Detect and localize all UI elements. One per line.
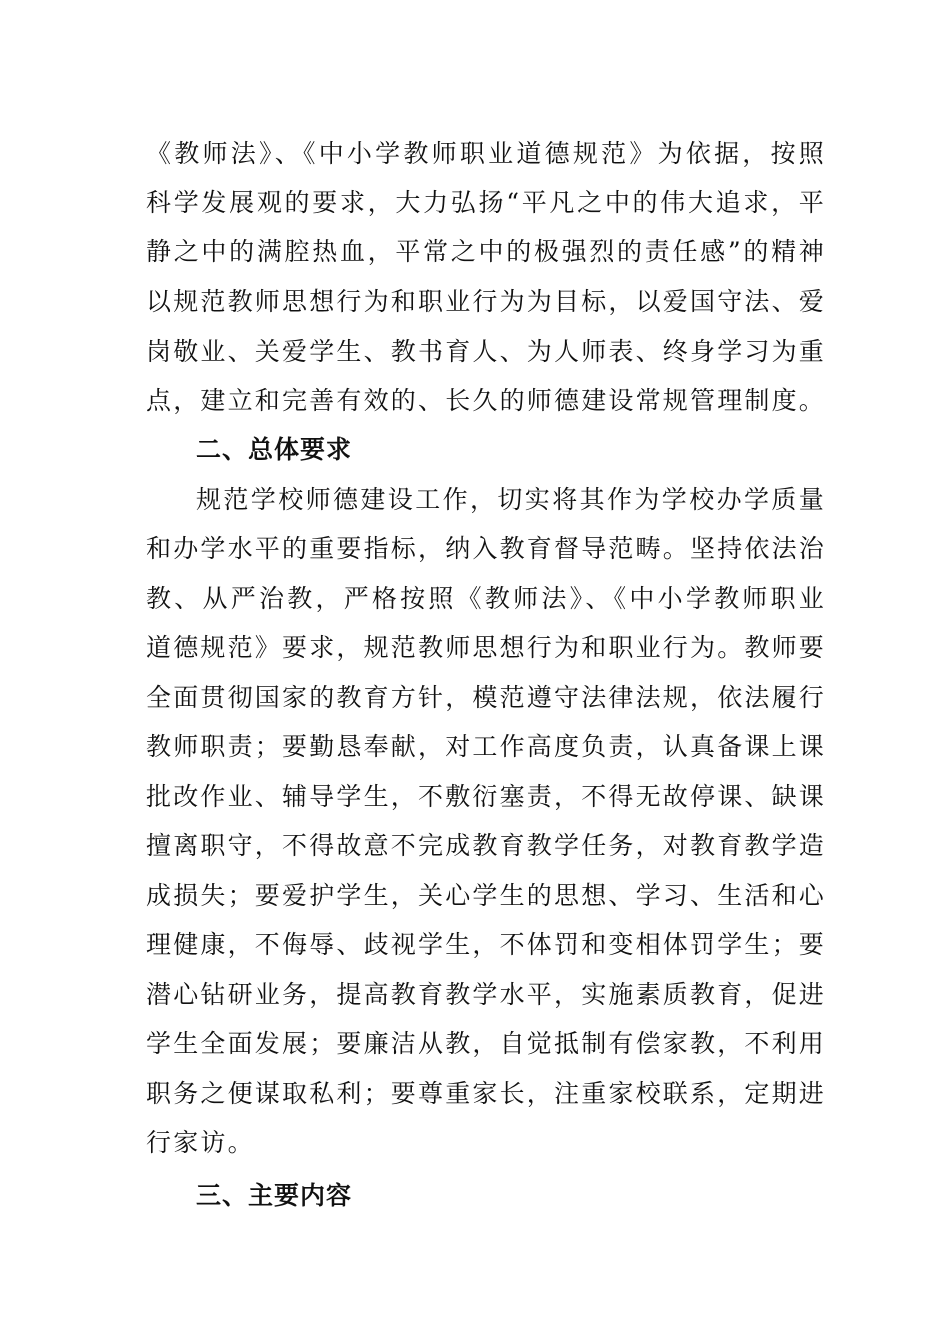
paragraph-line: 成损失；要爱护学生，关心学生的思想、学习、生活和心 xyxy=(146,881,827,910)
paragraph-line: 潜心钻研业务，提高教育教学水平，实施素质教育，促进 xyxy=(146,980,827,1009)
paragraph-line: 全面贯彻国家的教育方针，模范遵守法律法规，依法履行 xyxy=(146,683,827,712)
paragraph-line: 规范学校师德建设工作，切实将其作为学校办学质量 xyxy=(196,485,826,514)
paragraph-line: 擅离职守，不得故意不完成教育教学任务，对教育教学造 xyxy=(146,831,827,860)
section-heading: 三、主要内容 xyxy=(196,1181,353,1210)
paragraph-line: 教师职责；要勤恳奉献，对工作高度负责，认真备课上课 xyxy=(146,732,827,761)
paragraph-line: 和办学水平的重要指标，纳入教育督导范畴。坚持依法治 xyxy=(146,534,827,563)
paragraph-line: 道德规范》要求，规范教师思想行为和职业行为。教师要 xyxy=(146,633,827,662)
paragraph-line: 以规范教师思想行为和职业行为为目标，以爱国守法、爱 xyxy=(146,287,827,316)
paragraph-line: 行家访。 xyxy=(146,1128,255,1157)
paragraph-line: 科学发展观的要求，大力弘扬“平凡之中的伟大追求，平 xyxy=(146,188,826,217)
section-heading: 二、总体要求 xyxy=(196,435,353,464)
paragraph-line: 静之中的满腔热血，平常之中的极强烈的责任感”的精神 xyxy=(146,237,826,266)
paragraph-line: 岗敬业、关爱学生、教书育人、为人师表、终身学习为重 xyxy=(146,337,827,366)
paragraph-line: 职务之便谋取私利；要尊重家长，注重家校联系，定期进 xyxy=(146,1079,827,1108)
paragraph-line: 《教师法》、《中小学教师职业道德规范》为依据，按照 xyxy=(146,139,826,168)
paragraph-line: 教、从严治教，严格按照《教师法》、《中小学教师职业 xyxy=(146,584,826,613)
paragraph-line: 学生全面发展；要廉洁从教，自觉抵制有偿家教，不利用 xyxy=(146,1029,827,1058)
paragraph-line: 点，建立和完善有效的、长久的师德建设常规管理制度。 xyxy=(146,386,827,415)
paragraph-line: 理健康，不侮辱、歧视学生，不体罚和变相体罚学生；要 xyxy=(146,930,827,959)
paragraph-line: 批改作业、辅导学生，不敷衍塞责，不得无故停课、缺课 xyxy=(146,782,827,811)
